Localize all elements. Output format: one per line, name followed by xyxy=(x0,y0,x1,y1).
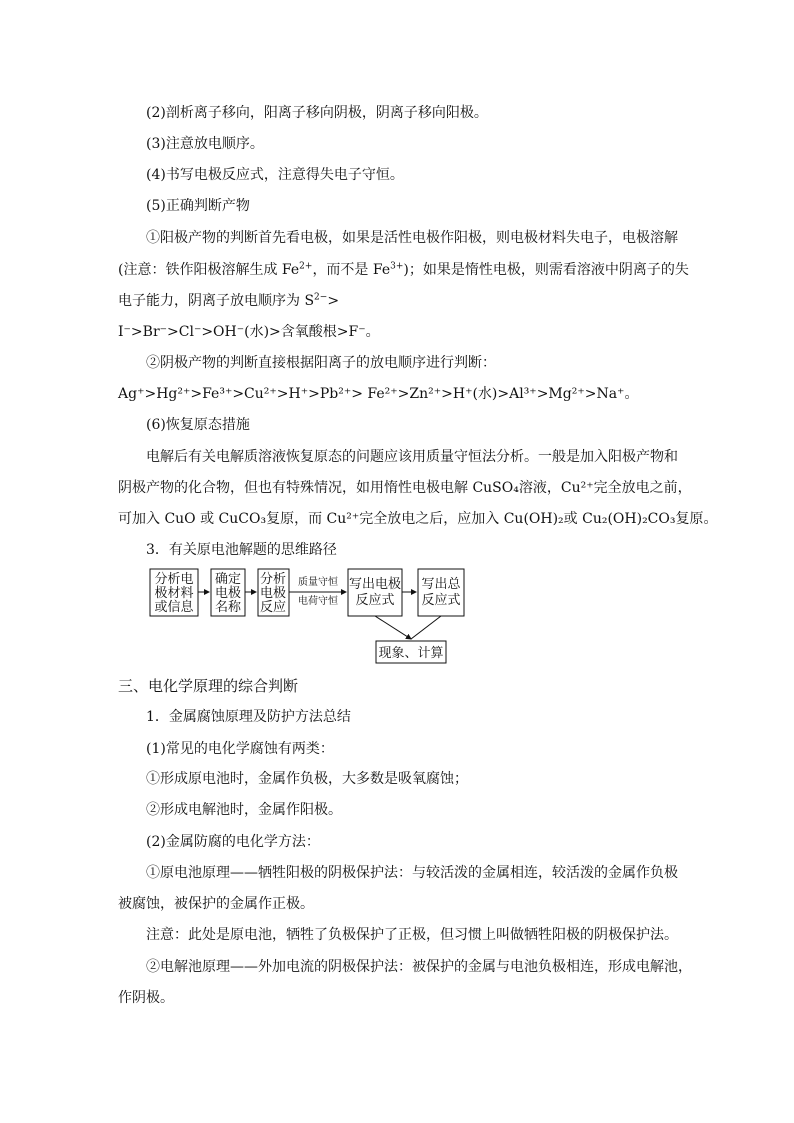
para-anode-products: ①阳极产物的判断首先看电极，如果是活性电极作阳极，则电极材料失电子，电极溶解 xyxy=(146,230,678,246)
section-title-galvanic: 3．有关原电池解题的思维路径 xyxy=(146,542,337,558)
para-sacrificial-anode-2: 被腐蚀，被保护的金属作正极。 xyxy=(118,896,314,912)
note-part-2: ，而不是 Fe xyxy=(312,262,391,278)
box4-line2: 反应式 xyxy=(355,593,395,608)
box1-line3: 或信息 xyxy=(154,600,194,615)
para-anion-order-intro xyxy=(118,292,688,310)
para-impressed-current: ②电解池原理——外加电流的阴极保护法：被保护的金属与电池负极相连，形成电解池， xyxy=(146,959,692,975)
s-charge: 2− xyxy=(314,292,328,303)
para-discharge-order: (3)注意放电顺序。 xyxy=(146,136,264,152)
box4-line1: 写出电极 xyxy=(348,577,402,592)
box2-line2: 电极 xyxy=(214,586,242,601)
para-restore-2: 阴极产物的化合物，但也有特殊情况，如用惰性电极电解 CuSO₄溶液，Cu²⁺完全放电之前， xyxy=(118,480,692,496)
para-note: 注意：此处是原电池，牺牲了负极保护了正极，但习惯上叫做牺牲阳极的阴极保护法。 xyxy=(146,927,678,943)
para-anode-products-note xyxy=(118,261,688,279)
box2-line3: 名称 xyxy=(214,600,242,615)
para-restore-heading: (6)恢复原态措施 xyxy=(146,417,250,433)
box3-line2: 电极 xyxy=(259,586,287,601)
para-corrosion-types: (1)常见的电化学腐蚀有两类： xyxy=(146,741,334,757)
box5-line2: 反应式 xyxy=(421,593,461,608)
conserve-charge-label: 电荷守恒 xyxy=(298,596,338,607)
box1-line2: 极材料 xyxy=(154,586,194,601)
para-cathode-products: ②阴极产物的判断直接根据阳离子的放电顺序进行判断： xyxy=(146,355,496,371)
para-sacrificial-anode: ①原电池原理——牺牲阳极的阴极保护法：与较活泼的金属相连，较活泼的金属作负极 xyxy=(146,865,678,881)
section-heading-three: 三、电化学原理的综合判断 xyxy=(118,677,299,695)
box1-line1: 分析电 xyxy=(154,572,194,587)
para-corrosion-galvanic: ①形成原电池时，金属作负极，大多数是吸氧腐蚀； xyxy=(146,771,468,787)
flowchart xyxy=(148,566,461,666)
para-corrosion-electrolytic: ②形成电解池时，金属作阳极。 xyxy=(146,802,342,818)
box3-line1: 分析 xyxy=(259,572,287,587)
anion-intro-text: 电子能力，阴离子放电顺序为 S xyxy=(118,293,315,309)
para-impressed-current-2: 作阴极。 xyxy=(118,990,174,1006)
para-protection-heading: (2)金属防腐的电化学方法： xyxy=(146,834,320,850)
para-product-heading: (5)正确判断产物 xyxy=(146,198,250,214)
para-ion-migration: (2)剖析离子移向，阳离子移向阴极，阴离子移向阳极。 xyxy=(146,105,488,121)
box3-line3: 反应 xyxy=(259,600,287,615)
para-restore-1: 电解后有关电解质溶液恢复原态的问题应该用质量守恒法分析。一般是加入阳极产物和 xyxy=(146,449,678,465)
para-restore-3: 可加入 CuO 或 CuCO₃复原，而 Cu²⁺完全放电之后，应加入 Cu(OH)₂或 Cu₂(OH)₂CO₃复原。 xyxy=(118,511,718,527)
box5-line1: 写出总 xyxy=(421,577,461,592)
fe3-charge: 3+ xyxy=(390,261,404,272)
flow-arrow-6 xyxy=(411,616,441,639)
para-electrode-equation: (4)书写电极反应式，注意得失电子守恒。 xyxy=(146,167,404,183)
flow-arrow-5 xyxy=(375,616,411,639)
box2-line1: 确定 xyxy=(214,572,242,587)
note-part-3: )；如果是惰性电极，则需看溶液中阴离子的失 xyxy=(403,262,689,278)
anion-intro-end: > xyxy=(327,293,340,309)
section-title-corrosion: 1．金属腐蚀原理及防护方法总结 xyxy=(146,709,351,725)
para-anion-order: I⁻>Br⁻>Cl⁻>OH⁻(水)>含氧酸根>F⁻。 xyxy=(118,324,380,340)
fe2-charge: 2+ xyxy=(299,261,313,272)
conserve-mass-label: 质量守恒 xyxy=(298,577,338,588)
note-part-1: (注意：铁作阳极溶解生成 Fe xyxy=(118,262,300,278)
box6-text: 现象、计算 xyxy=(378,646,444,661)
para-cation-order: Ag⁺>Hg²⁺>Fe³⁺>Cu²⁺>H⁺>Pb²⁺> Fe²⁺>Zn²⁺>H⁺(水)>Al³⁺>Mg²⁺>Na⁺。 xyxy=(118,386,639,402)
